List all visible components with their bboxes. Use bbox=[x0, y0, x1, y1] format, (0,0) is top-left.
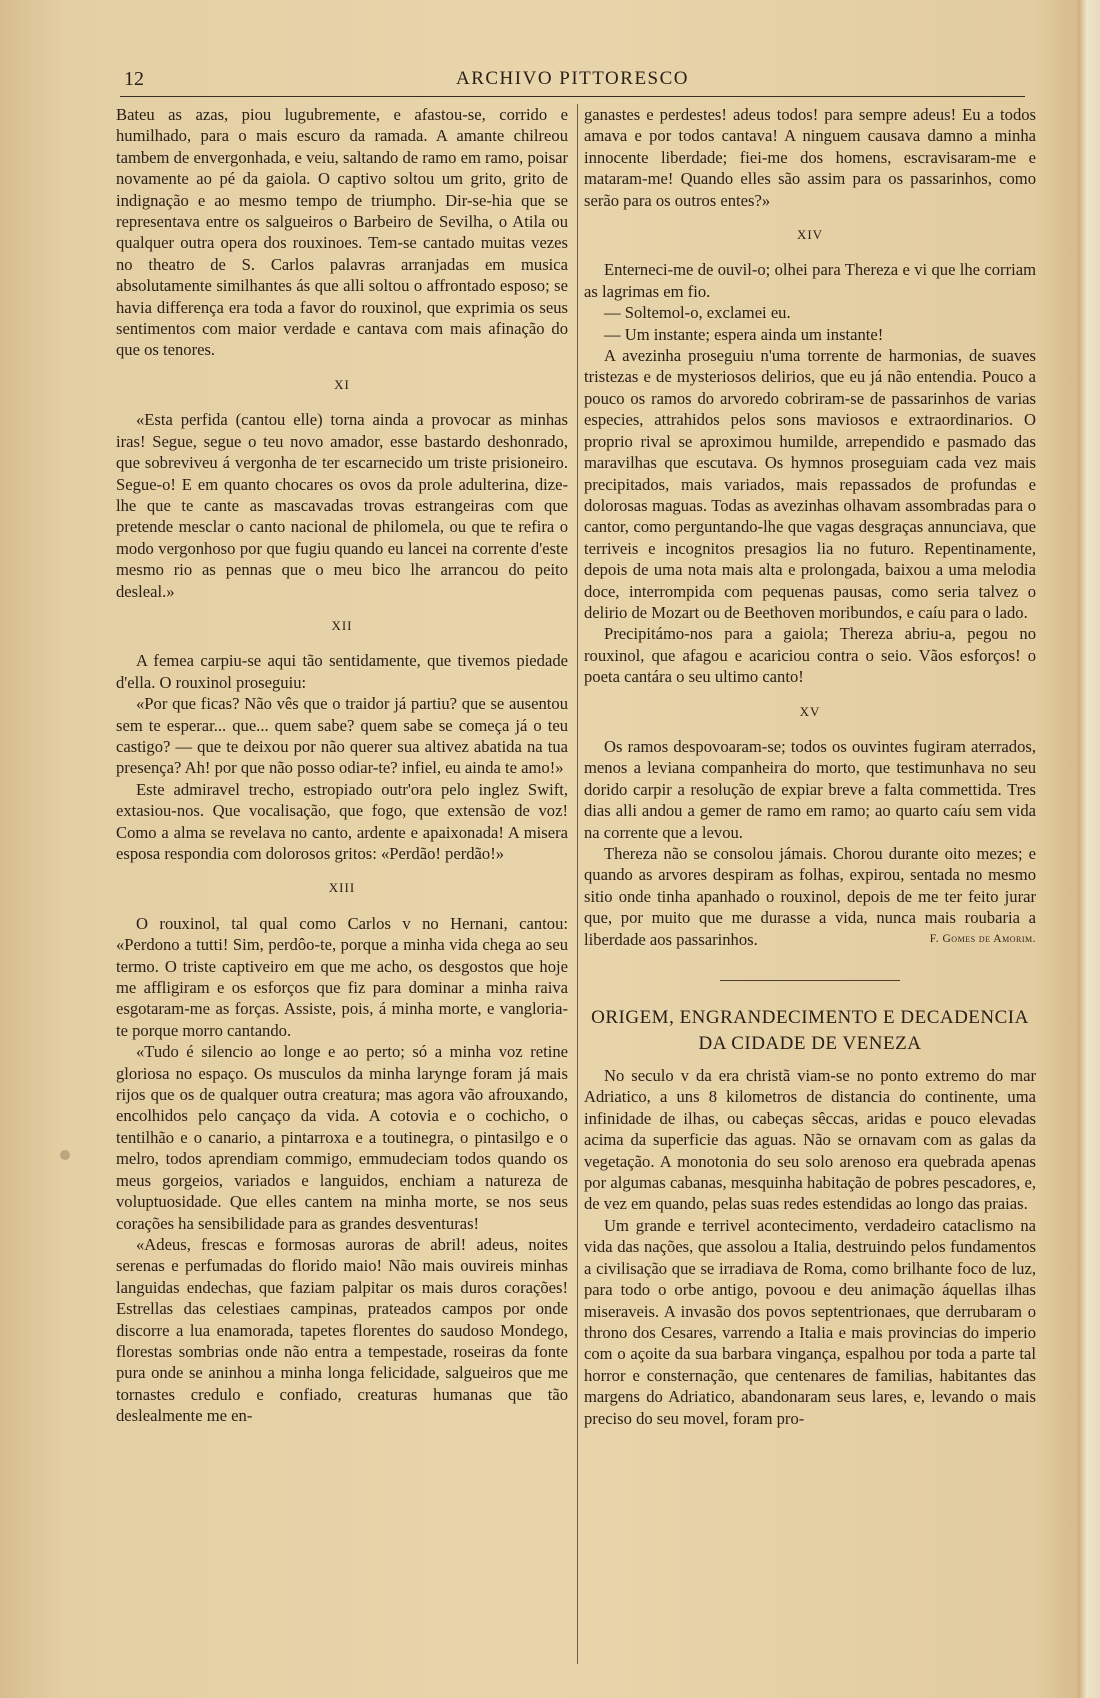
section-number: XIII bbox=[328, 880, 356, 896]
paragraph: Enterneci-me de ouvil-o; olhei para Thereza e vi que lhe corriam as lagrimas em fio. bbox=[584, 260, 1036, 301]
paragraph: ganastes e perdestes! adeus todos! para sempre adeus! Eu a todos amava e por todos cantava! A ninguem causava damno a minha innocente liberdade; fiei-me dos homens, escravisaram-me e mataram-me! Quando elles são assim para os passarinhos, como serão para os outros entes?» bbox=[584, 105, 1036, 210]
paragraph: Bateu as azas, piou lugubremente, e afastou-se, corrido e humilhado, para o mais escuro da ramada. A amante chilreou tambem de envergonhada, e veiu, saltando de ramo em ramo, poisar novamente ao pé da gaiola. O captivo soltou um grito, grito de indignação e ao mesmo tempo de triumpho. Dir-se-hia que se representava entre os salgueiros o Barbeiro de Sevilha, o Atila ou qualquer outra opera dos rouxinoes. Tem-se cantado muitas vezes no theatro de S. Carlos palavras arranjadas em musica absolutamente similhantes ás que alli soltou o affrontado esposo; se havia differença era toda a favor do rouxinol, que exprimia os seus sentimentos com maior verdade e cantava com mais afinação do que os tenores. bbox=[116, 105, 568, 360]
paragraph-text: Thereza não se consolou jámais. Chorou durante oito mezes; e quando as arvores despiram as folhas, expirou, sentada no mesmo sitio onde tinha apanhado o rouxinol, depois de me ter feito jurar que, por muito que me durasse a vida, nunca mais roubaria a liberdade aos passarinhos. bbox=[584, 844, 1036, 949]
paragraph: «Tudo é silencio ao longe e ao perto; só a minha voz retine gloriosa no espaço. Os musculos da minha larynge foram já mais rijos que os de qualquer outra creatura; mas agora vão afrouxando, encolhidos pelo cançaço da vida. A cotovia e o cochicho, o tentilhão e o canario, a pintarroxa e a toutinegra, o pintasilgo e o melro, todos aprendiam commigo, emmudeciam todos quando os meus gorgeios, variados e languidos, enchiam a natureza de voluptuosidade. Que elles cantem na minha morte, se nos seus corações ha sensibilidade para as grandes desventuras! bbox=[116, 1042, 568, 1233]
running-title: ARCHIVO PITTORESCO bbox=[455, 68, 690, 89]
page-header bbox=[120, 62, 1025, 97]
paragraph: «Adeus, frescas e formosas auroras de abril! adeus, noites serenas e perfumadas do florido maio! Não mais ouvireis minhas languidas endechas, que faziam palpitar os mais duros corações! Estrellas das celestiaes campinas, prateados campos por onde discorre a lua enamorada, tapetes florentes do saudoso Mondego, florestas sombrias onde não entra a tempestade, roseiras da fonte pura onde se aninhou a minha longa felicidade, salgueiros que me tornastes credulo e confiado, creaturas humanas que tão deslealmente me en- bbox=[116, 1234, 568, 1426]
paragraph: — Um instante; espera ainda um instante! bbox=[604, 324, 884, 344]
article-separator bbox=[720, 980, 900, 981]
paragraph: A avezinha proseguiu n'uma torrente de harmonias, de suaves tristezas e de mysteriosos delirios, que eu já não entendia. Pouco a pouco os ramos do arvoredo cobriram-se de passarinhos de varias especies, attrahidos pelos sons maviosos e extraordinarios. O proprio rival se aproximou humilde, arrependido e pasmado das maravilhas que escutava. Os hymnos proseguiam cada vez mais precipitados, mais variados, mais repassados de profundas e dolorosas maguas. Todas as avezinhas olhavam assombradas para o cantor, como perguntando-lhe que vagas desgraças annunciava, que terriveis e incognitos presagios lia no futuro. Repentinamente, depois de uma nota mais alta e prolongada, baixou a uma melodia doce, interrompida com pequenas pausas, como seria talvez o delirio de Mozart ou de Beethoven moribundos, e caíu para o lado. bbox=[584, 346, 1036, 622]
ink-stain bbox=[60, 1150, 70, 1160]
column-divider bbox=[577, 104, 578, 1664]
section-number: XII bbox=[331, 617, 353, 633]
left-column bbox=[116, 104, 568, 1674]
section-number: XIV bbox=[796, 227, 824, 243]
paragraph: Este admiravel trecho, estropiado outr'ora pelo inglez Swift, extasiou-nos. Que vocalisação, que fogo, que extensão de voz! Como a alma se revelava no canto, ardente e apaixonada! A misera esposa respondia com dolorosos gritos: «Perdão! perdão!» bbox=[116, 779, 568, 863]
paragraph: O rouxinol, tal qual como Carlos v no Hernani, cantou: «Perdono a tutti! Sim, perdôo-te, porque a minha vida chega ao seu termo. O triste captiveiro em que me acho, os desgostos que hoje me affligiram e os esforços que fiz para dominar a minha raiva esgotaram-me as forças. Assiste, pois, á minha morte, e vangloria-te porque morro cantando. bbox=[116, 913, 568, 1040]
section-number: XV bbox=[799, 703, 821, 719]
page-edge bbox=[1078, 0, 1100, 1698]
article-title bbox=[584, 1005, 1036, 1057]
section-number: XI bbox=[334, 376, 350, 392]
paragraph: A femea carpiu-se aqui tão sentidamente, que tivemos piedade d'ella. O rouxinol proseguiu: bbox=[116, 651, 568, 692]
paragraph: «Por que ficas? Não vês que o traidor já partiu? que se ausentou sem te esperar... que... quem sabe? quem sabe se começa já o teu castigo? — que te deixou por não querer sua altivez abatida na tua presença? Ah! por que não posso odiar-te? infiel, eu ainda te amo!» bbox=[116, 694, 568, 778]
paragraph: No seculo v da era christã viam-se no ponto extremo do mar Adriatico, a uns 8 kilometros de distancia do continente, uma infinidade de ilhas, ou cabeças sêccas, aridas e pouco elevadas acima da superficie das aguas. Não se ornavam com as galas da vegetação. A monotonia do seu solo arenoso era quebrada apenas por algumas cabanas, mesquinha habitação de pobres pescadores, e, de vez em quando, pelas suas redes estendidas ao longo das praias. bbox=[584, 1066, 1036, 1214]
paragraph: Um grande e terrivel acontecimento, verdadeiro cataclismo na vida das nações, que assolou a Italia, destruindo pelos fundamentos a civilisação que se irradiava de Roma, como brilhante foco de luz, para todo o orbe antigo, povoou e deu animação áquellas ilhas miseraveis. A invasão dos povos septentrionaes, que derrubaram o throno dos Cesares, varrendo a Italia e mais provincias do imperio com o açoite da sua barbara vingança, espalhou por toda a parte tal horror e consternação, que centenares de familias, habitantes das margens do Adriatico, abandonaram seus lares, e, levando o mais preciso do seu movel, foram pro- bbox=[584, 1215, 1036, 1428]
article-title-line: ORIGEM, ENGRANDECIMENTO E DECADENCIA bbox=[591, 1007, 1029, 1029]
paragraph: — Soltemol-o, exclamei eu. bbox=[604, 303, 791, 323]
paragraph: «Esta perfida (cantou elle) torna ainda a provocar as minhas iras! Segue, segue o teu novo amador, esse bastardo deshonrado, que sobreviveu á vergonha de ter escarnecido um triste prisioneiro. Segue-o! E em quanto chocares os ovos da prole adulterina, dize-lhe que te cante as mascavadas trovas estrangeiras com que pretende mesclar o canto nacional de philomela, ou que te refira o modo vergonhoso por que fugiu quando eu lancei na corrente d'este mesmo rio as pennas que o meu bico lhe arrancou do peito desleal.» bbox=[116, 410, 568, 601]
paragraph: Os ramos despovoaram-se; todos os ouvintes fugiram aterrados, menos a leviana companheira do morto, que testimunhava no seu dorido carpir a resolução de expiar breve a falta commettida. Tres dias alli andou a gemer de ramo em ramo; ao quarto caíu sem vida na corrente que a levou. bbox=[584, 736, 1036, 842]
right-column bbox=[584, 104, 1036, 1674]
article-title-line: DA CIDADE DE VENEZA bbox=[698, 1033, 922, 1055]
page-number: 12 bbox=[124, 68, 144, 90]
paragraph bbox=[584, 843, 1036, 950]
paragraph: Precipitámo-nos para a gaiola; Thereza abriu-a, pegou no rouxinol, que afagou e acariciou contra o seio. Vãos esforços! o poeta cantára o seu ultimo canto! bbox=[584, 624, 1036, 687]
author-signature: F. Gomes de Amorim. bbox=[929, 932, 1036, 945]
